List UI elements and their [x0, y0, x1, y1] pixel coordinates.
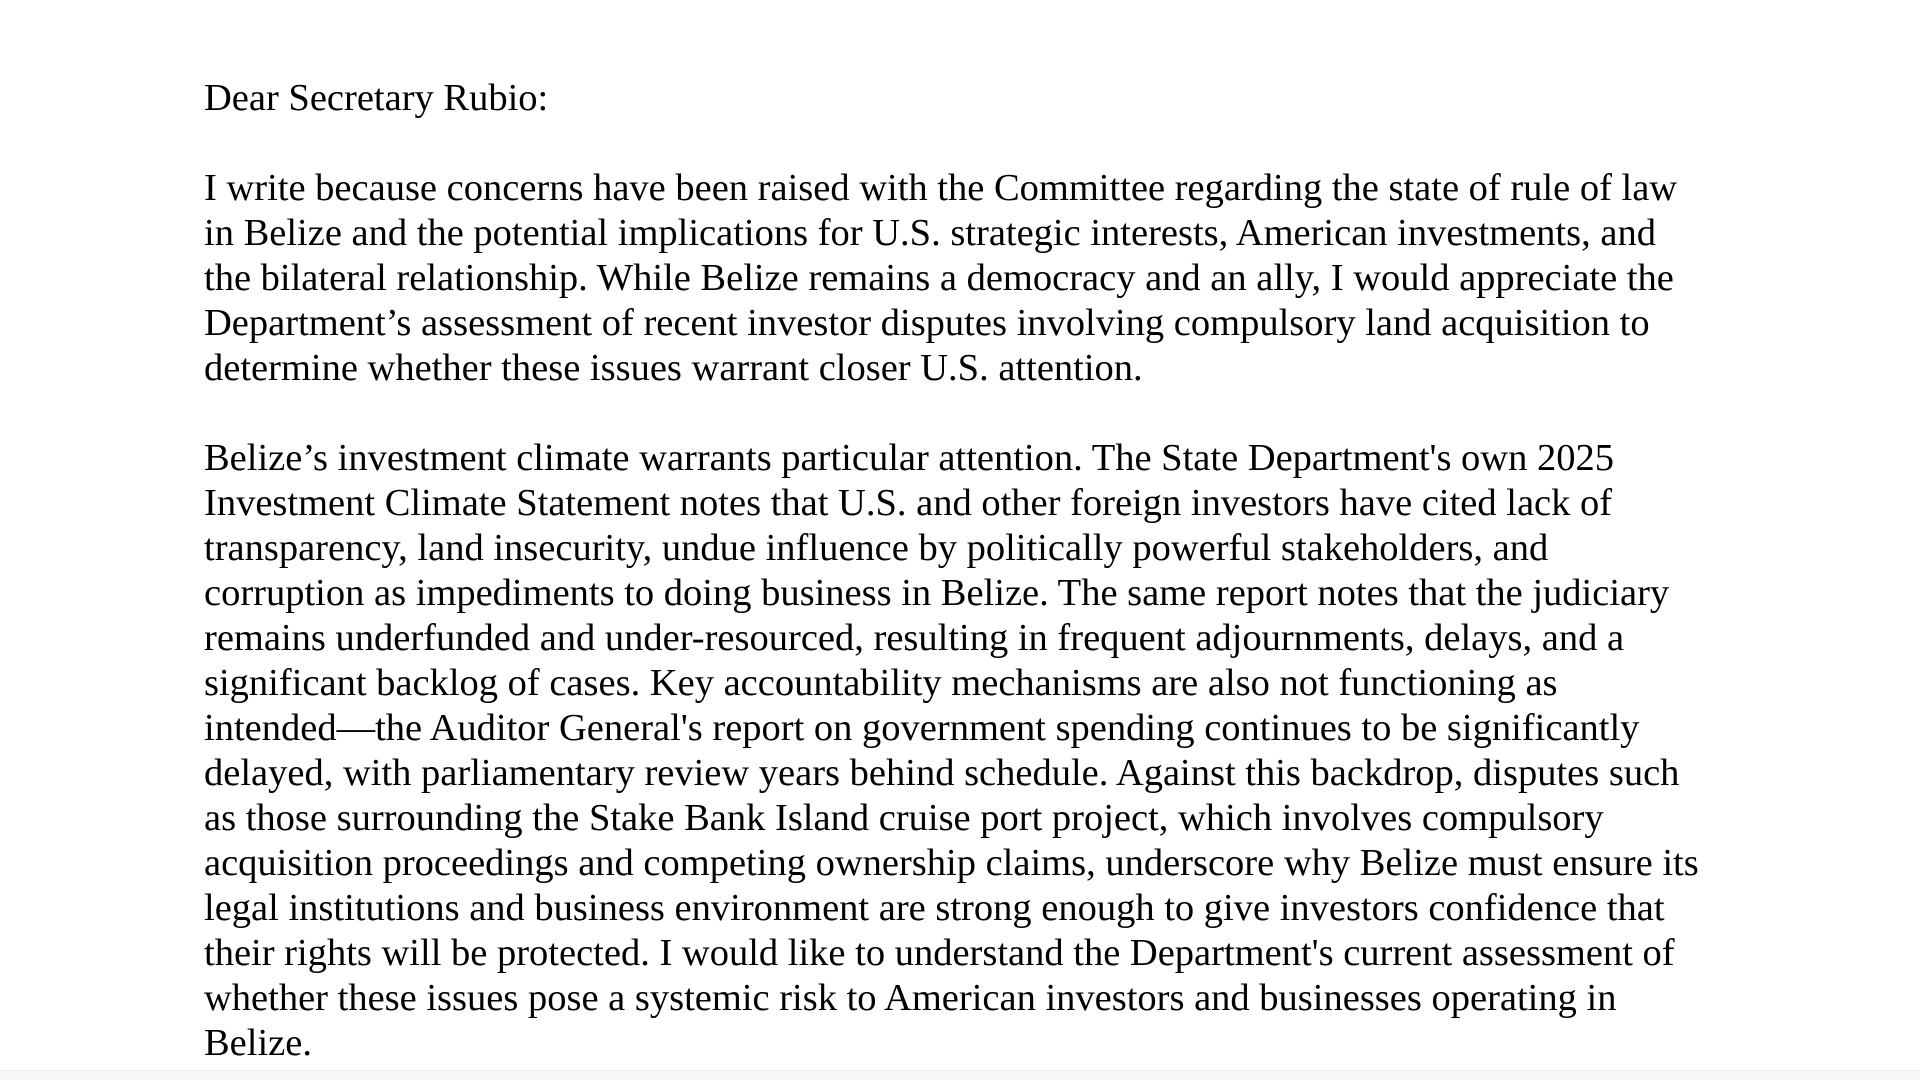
letter-line: delayed, with parliamentary review years behind schedule. Against this backdrop, disputes such	[204, 752, 1680, 794]
letter-line: remains underfunded and under-resourced, resulting in frequent adjournments, delays, and a	[204, 617, 1625, 659]
viewport-bottom-strip	[0, 1070, 1920, 1080]
letter-line: significant backlog of cases. Key accountability mechanisms are also not functioning as	[204, 662, 1558, 704]
letter-line: Belize’s investment climate warrants particular attention. The State Department's own 2025	[204, 437, 1614, 479]
letter-line: intended—the Auditor General's report on government spending continues to be significantly	[204, 707, 1640, 749]
letter-document	[204, 76, 1784, 1066]
letter-line: I write because concerns have been raised with the Committee regarding the state of rule of law	[204, 167, 1678, 209]
letter-line: in Belize and the potential implications for U.S. strategic interests, American investments, and	[204, 212, 1656, 254]
letter-paragraph-1	[204, 166, 1784, 391]
letter-line: as those surrounding the Stake Bank Island cruise port project, which involves compulsory	[204, 797, 1604, 839]
letter-line: legal institutions and business environment are strong enough to give investors confidence that	[204, 887, 1665, 929]
letter-line: transparency, land insecurity, undue influence by politically powerful stakeholders, and	[204, 527, 1549, 569]
letter-line: the bilateral relationship. While Belize remains a democracy and an ally, I would appreciate the	[204, 257, 1674, 299]
letter-salutation: Dear Secretary Rubio:	[204, 77, 549, 119]
letter-line: corruption as impediments to doing business in Belize. The same report notes that the judiciary	[204, 572, 1670, 614]
letter-line: their rights will be protected. I would like to understand the Department's current assessment of	[204, 932, 1675, 974]
letter-paragraph-2	[204, 436, 1784, 1066]
letter-line: determine whether these issues warrant closer U.S. attention.	[204, 347, 1143, 389]
letter-line: acquisition proceedings and competing ownership claims, underscore why Belize must ensure its	[204, 842, 1699, 884]
letter-line: Department’s assessment of recent investor disputes involving compulsory land acquisition to	[204, 302, 1650, 344]
letter-line: Belize.	[204, 1022, 312, 1064]
letter-line: Investment Climate Statement notes that U.S. and other foreign investors have cited lack of	[204, 482, 1613, 524]
letter-line: whether these issues pose a systemic risk to American investors and businesses operating in	[204, 977, 1617, 1019]
